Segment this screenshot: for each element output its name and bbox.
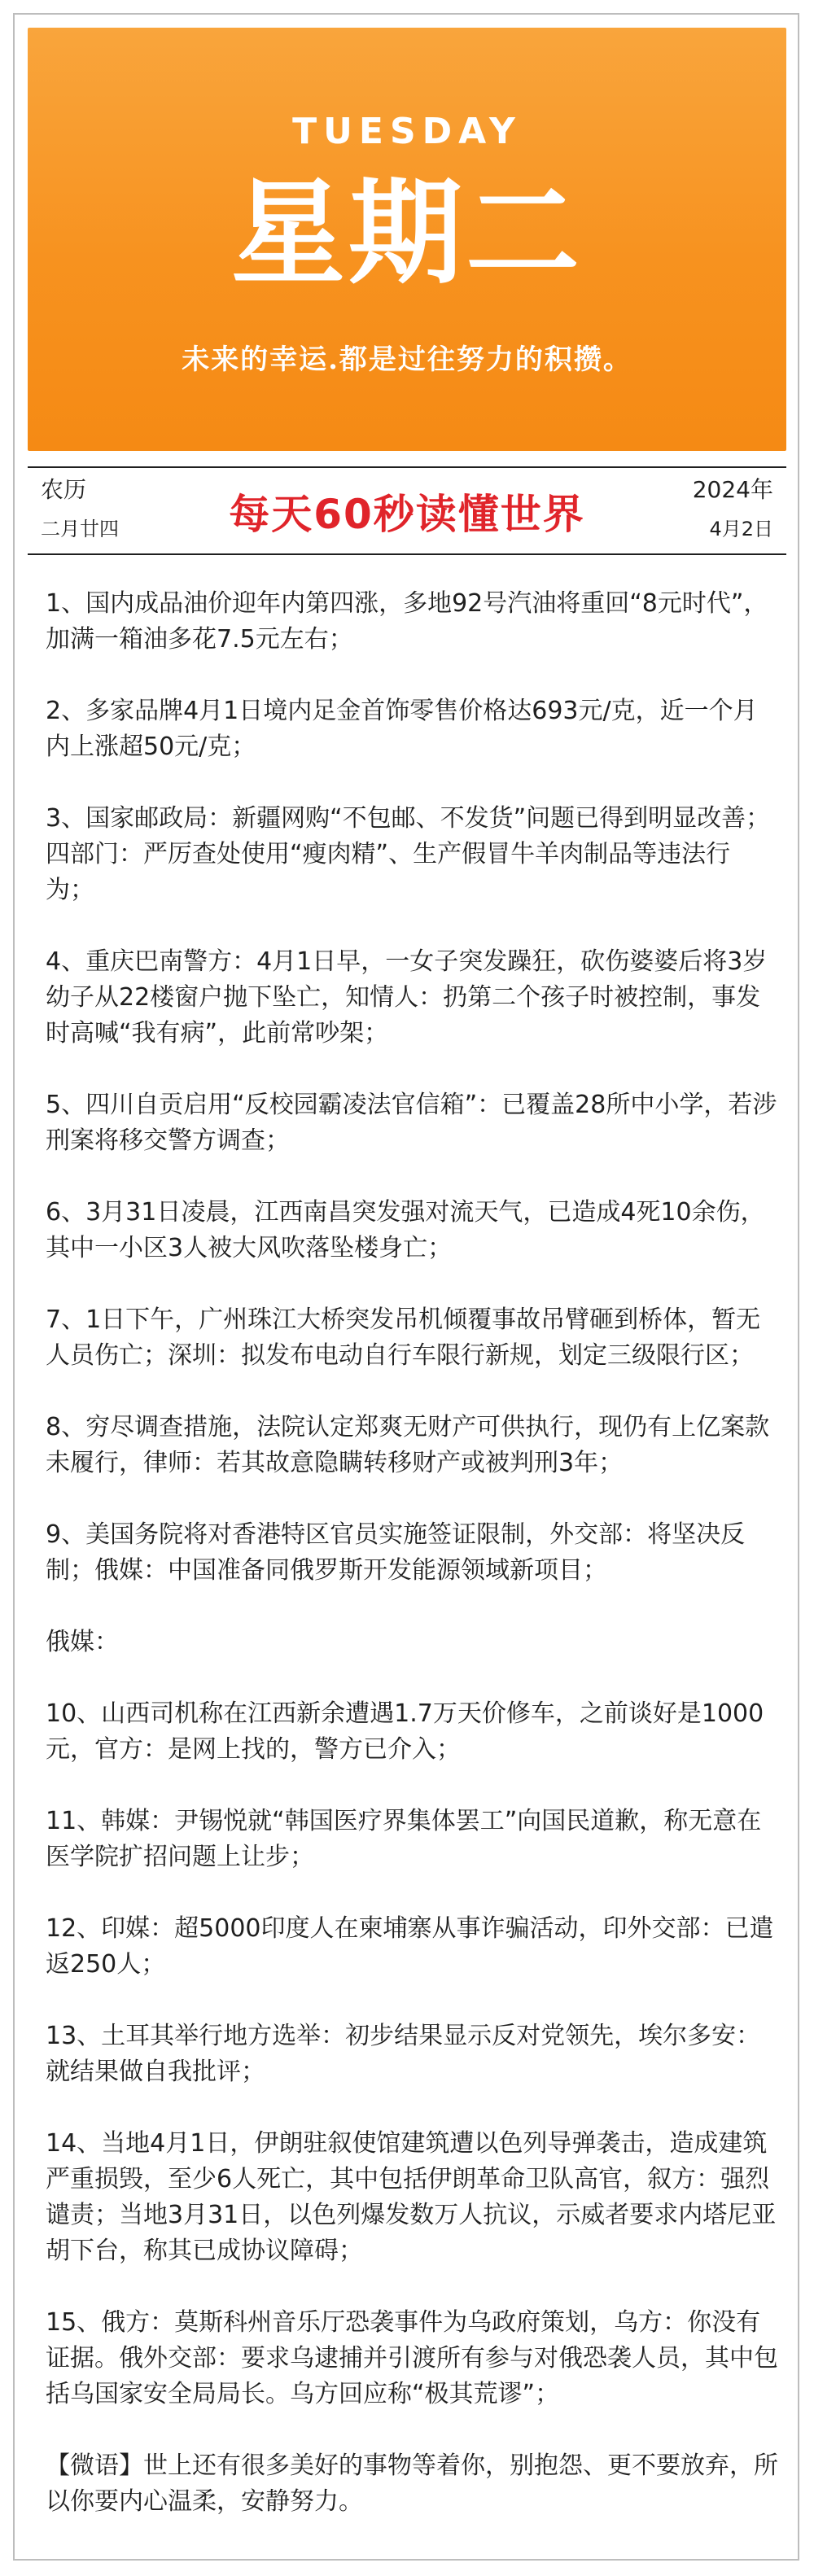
- lunar-calendar-label: 农历: [41, 476, 87, 503]
- news-item: 10、山西司机称在江西新余遭遇1.7万天价修车，之前谈好是1000元，官方：是网上找的，警方已介入；: [46, 1699, 764, 1764]
- banner-motto: 未来的幸运.都是过往努力的积攒。: [182, 343, 632, 376]
- news-item: 4、重庆巴南警方：4月1日早，一女子突发躁狂，砍伤婆婆后将3岁幼子从22楼窗户抛下坠亡，知情人：扔第二个孩子时被控制，事发时高喊“我有病”，此前常吵架；: [46, 947, 768, 1047]
- news-item: 12、印媒：超5000印度人在柬埔寨从事诈骗活动，印外交部：已遣返250人；: [46, 1914, 774, 1979]
- lunar-date: 二月廿四: [41, 518, 119, 540]
- news-item: 1、国内成品油价迎年内第四涨，多地92号汽油将重回“8元时代”，加满一箱油多花7.5元左右；: [46, 589, 768, 654]
- year-label: 2024年: [692, 476, 773, 503]
- news-item: 7、1日下午，广州珠江大桥突发吊机倾覆事故吊臂砸到桥体，暂无人员伤亡；深圳：拟发布电动自行车限行新规，划定三级限行区；: [46, 1305, 761, 1370]
- news-item: 8、穷尽调查措施，法院认定郑爽无财产可供执行，现仍有上亿案款未履行，律师：若其故意隐瞒转移财产或被判刑3年；: [46, 1413, 770, 1477]
- news-item: 13、土耳其举行地方选举：初步结果显示反对党领先，埃尔多安：就结果做自我批评；: [46, 2022, 761, 2086]
- news-item: 6、3月31日凌晨，江西南昌突发强对流天气，已造成4死10余伤，其中一小区3人被大风吹落坠楼身亡；: [46, 1198, 765, 1262]
- weekday-chinese: 星期二: [230, 167, 583, 300]
- weekday-banner: [28, 28, 786, 451]
- news-item: 15、俄方：莫斯科州音乐厅恐袭事件为乌政府策划，乌方：你没有证据。俄外交部：要求乌逮捕并引渡所有参与对俄恐袭人员，其中包括乌国家安全局局长。乌方回应称“极其荒谬”；: [46, 2308, 778, 2408]
- news-item: 2、多家品牌4月1日境内足金首饰零售价格达693元/克，近一个月内上涨超50元/克；: [46, 697, 758, 761]
- divider-top: [28, 466, 786, 468]
- news-list: [46, 586, 778, 2520]
- month-day-label: 4月2日: [709, 518, 773, 540]
- news-item: 11、韩媒：尹锡悦就“韩国医疗界集体罢工”向国民道歉，称无意在医学院扩招问题上让步；: [46, 1807, 762, 1871]
- news-item: 14、当地4月1日，伊朗驻叙使馆建筑遭以色列导弹袭击，造成建筑严重损毁，至少6人死亡，其中包括伊朗革命卫队高官，叙方：强烈谴责；当地3月31日，以色列爆发数万人抗议，示威者要求内塔尼亚胡下台，称其已成协议障碍；: [46, 2129, 777, 2265]
- divider-bottom: [28, 553, 786, 555]
- closing-quote: 【微语】世上还有很多美好的事物等着你，别抱怨、更不要放弃，所以你要内心温柔，安静努力。: [46, 2451, 778, 2516]
- news-item: 9、美国务院将对香港特区官员实施签证限制，外交部：将坚决反制；俄媒：中国准备同俄罗斯开发能源领域新项目；: [46, 1520, 746, 1585]
- weekday-english: TUESDAY: [292, 111, 522, 152]
- news-item: 3、国家邮政局：新疆网购“不包邮、不发货”问题已得到明显改善；四部门：严厉查处使用“瘦肉精”、生产假冒牛羊肉制品等违法行为；: [46, 804, 771, 904]
- news-item: 5、四川自贡启用“反校园霸凌法官信箱”：已覆盖28所中小学，若涉刑案将移交警方调查；: [46, 1091, 777, 1155]
- section-label: 俄媒：: [46, 1628, 119, 1656]
- page-title: 每天60秒读懂世界: [229, 491, 585, 538]
